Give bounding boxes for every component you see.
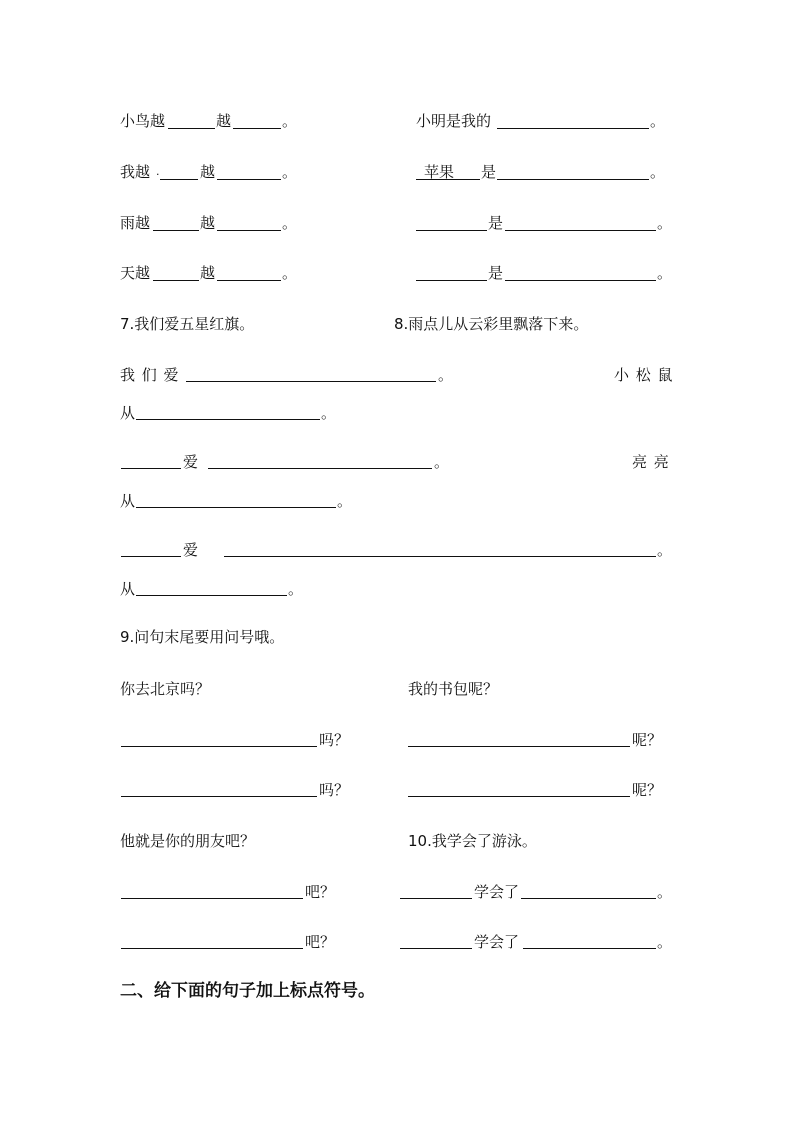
blank[interactable]: [168, 128, 215, 129]
blank[interactable]: [416, 280, 487, 281]
row1-right-prefix: 小明是我的: [416, 112, 492, 130]
q8-line3-end: 。: [288, 580, 304, 598]
blank[interactable]: [408, 796, 630, 797]
q8-line1-end: 。: [321, 404, 337, 422]
q7-line1-end: 。: [438, 366, 454, 384]
row1-end: 。: [282, 112, 298, 130]
blank[interactable]: [400, 948, 472, 949]
blank[interactable]: [400, 898, 472, 899]
blank[interactable]: [217, 179, 281, 180]
blank[interactable]: [505, 280, 656, 281]
row4-end: 。: [282, 264, 298, 282]
row1-mid: 越: [216, 112, 232, 130]
q9-example-left: 你去北京吗？: [120, 680, 211, 698]
row2-prefix: 我越: [120, 163, 151, 181]
q8-line2-cont: 从: [120, 492, 136, 510]
q7-line2-end: 。: [434, 453, 450, 471]
blank[interactable]: [521, 898, 656, 899]
blank[interactable]: [497, 179, 649, 180]
row3-right-mid: 是: [488, 214, 504, 232]
blank[interactable]: [121, 556, 181, 557]
q9-right-suffix-1: 呢？: [632, 731, 663, 749]
blank[interactable]: [160, 179, 198, 180]
row3-mid: 越: [200, 214, 216, 232]
q7-line3-end: 。: [657, 541, 673, 559]
q8-title: 8.雨点儿从云彩里飘落下来。: [394, 315, 589, 333]
blank[interactable]: [153, 230, 199, 231]
q8-line2-end: 。: [337, 492, 353, 510]
q10-mid-2: 学会了: [474, 933, 520, 951]
blank[interactable]: [121, 898, 303, 899]
q10-end-2: 。: [657, 933, 673, 951]
q9-left-suffix-4: 吧？: [305, 933, 336, 951]
row4-mid: 越: [200, 264, 216, 282]
row2-dot: .: [156, 165, 160, 178]
q10-end-1: 。: [657, 883, 673, 901]
blank[interactable]: [497, 128, 649, 129]
q10-mid-1: 学会了: [474, 883, 520, 901]
blank[interactable]: [217, 280, 281, 281]
blank[interactable]: [416, 230, 487, 231]
q9-left-suffix-3: 吧？: [305, 883, 336, 901]
row3-prefix: 雨越: [120, 214, 151, 232]
q10-title: 10.我学会了游泳。: [408, 832, 537, 850]
q9-left-suffix-1: 吗？: [319, 731, 350, 749]
blank[interactable]: [186, 381, 436, 382]
row4-prefix: 天越: [120, 264, 151, 282]
blank[interactable]: [121, 796, 317, 797]
blank[interactable]: [217, 230, 281, 231]
q8-line1-subject: 小 松 鼠: [614, 366, 674, 384]
blank[interactable]: [505, 230, 656, 231]
q9-title: 9.问句末尾要用问号哦。: [120, 628, 285, 646]
blank[interactable]: [136, 507, 336, 508]
q9-right-suffix-2: 呢？: [632, 781, 663, 799]
row1-prefix: 小鸟越: [120, 112, 166, 130]
row2-right-mid: 是: [481, 163, 497, 181]
row4-right-mid: 是: [488, 264, 504, 282]
q9-left-suffix-2: 吗？: [319, 781, 350, 799]
q9-example-left-2: 他就是你的朋友吧？: [120, 832, 256, 850]
q8-line1-cont: 从: [120, 404, 136, 422]
blank[interactable]: [233, 128, 281, 129]
blank[interactable]: [121, 948, 303, 949]
row1-right-end: 。: [650, 112, 666, 130]
q8-line3-cont: 从: [120, 580, 136, 598]
row2-right-end: 。: [650, 163, 666, 181]
q9-example-right: 我的书包呢？: [408, 680, 499, 698]
q8-line2-subject: 亮 亮: [632, 453, 670, 471]
blank[interactable]: [224, 556, 656, 557]
q7-line1-start: 我 们 爱: [120, 366, 180, 384]
blank[interactable]: [136, 419, 320, 420]
blank[interactable]: [523, 948, 656, 949]
blank[interactable]: [153, 280, 199, 281]
blank[interactable]: [136, 595, 287, 596]
q7-title: 7.我们爱五星红旗。: [120, 315, 255, 333]
row2-mid: 越: [200, 163, 216, 181]
row3-end: 。: [282, 214, 298, 232]
row2-end: 。: [282, 163, 298, 181]
blank[interactable]: [121, 468, 181, 469]
row4-right-end: 。: [657, 264, 673, 282]
row2-right-word: 苹果: [424, 163, 455, 181]
blank[interactable]: [121, 746, 317, 747]
q7-line2-verb: 爱: [183, 453, 199, 471]
q7-line3-verb: 爱: [183, 541, 199, 559]
blank[interactable]: [208, 468, 432, 469]
row3-right-end: 。: [657, 214, 673, 232]
section2-heading: 二、给下面的句子加上标点符号。: [120, 981, 375, 1001]
blank[interactable]: [408, 746, 630, 747]
